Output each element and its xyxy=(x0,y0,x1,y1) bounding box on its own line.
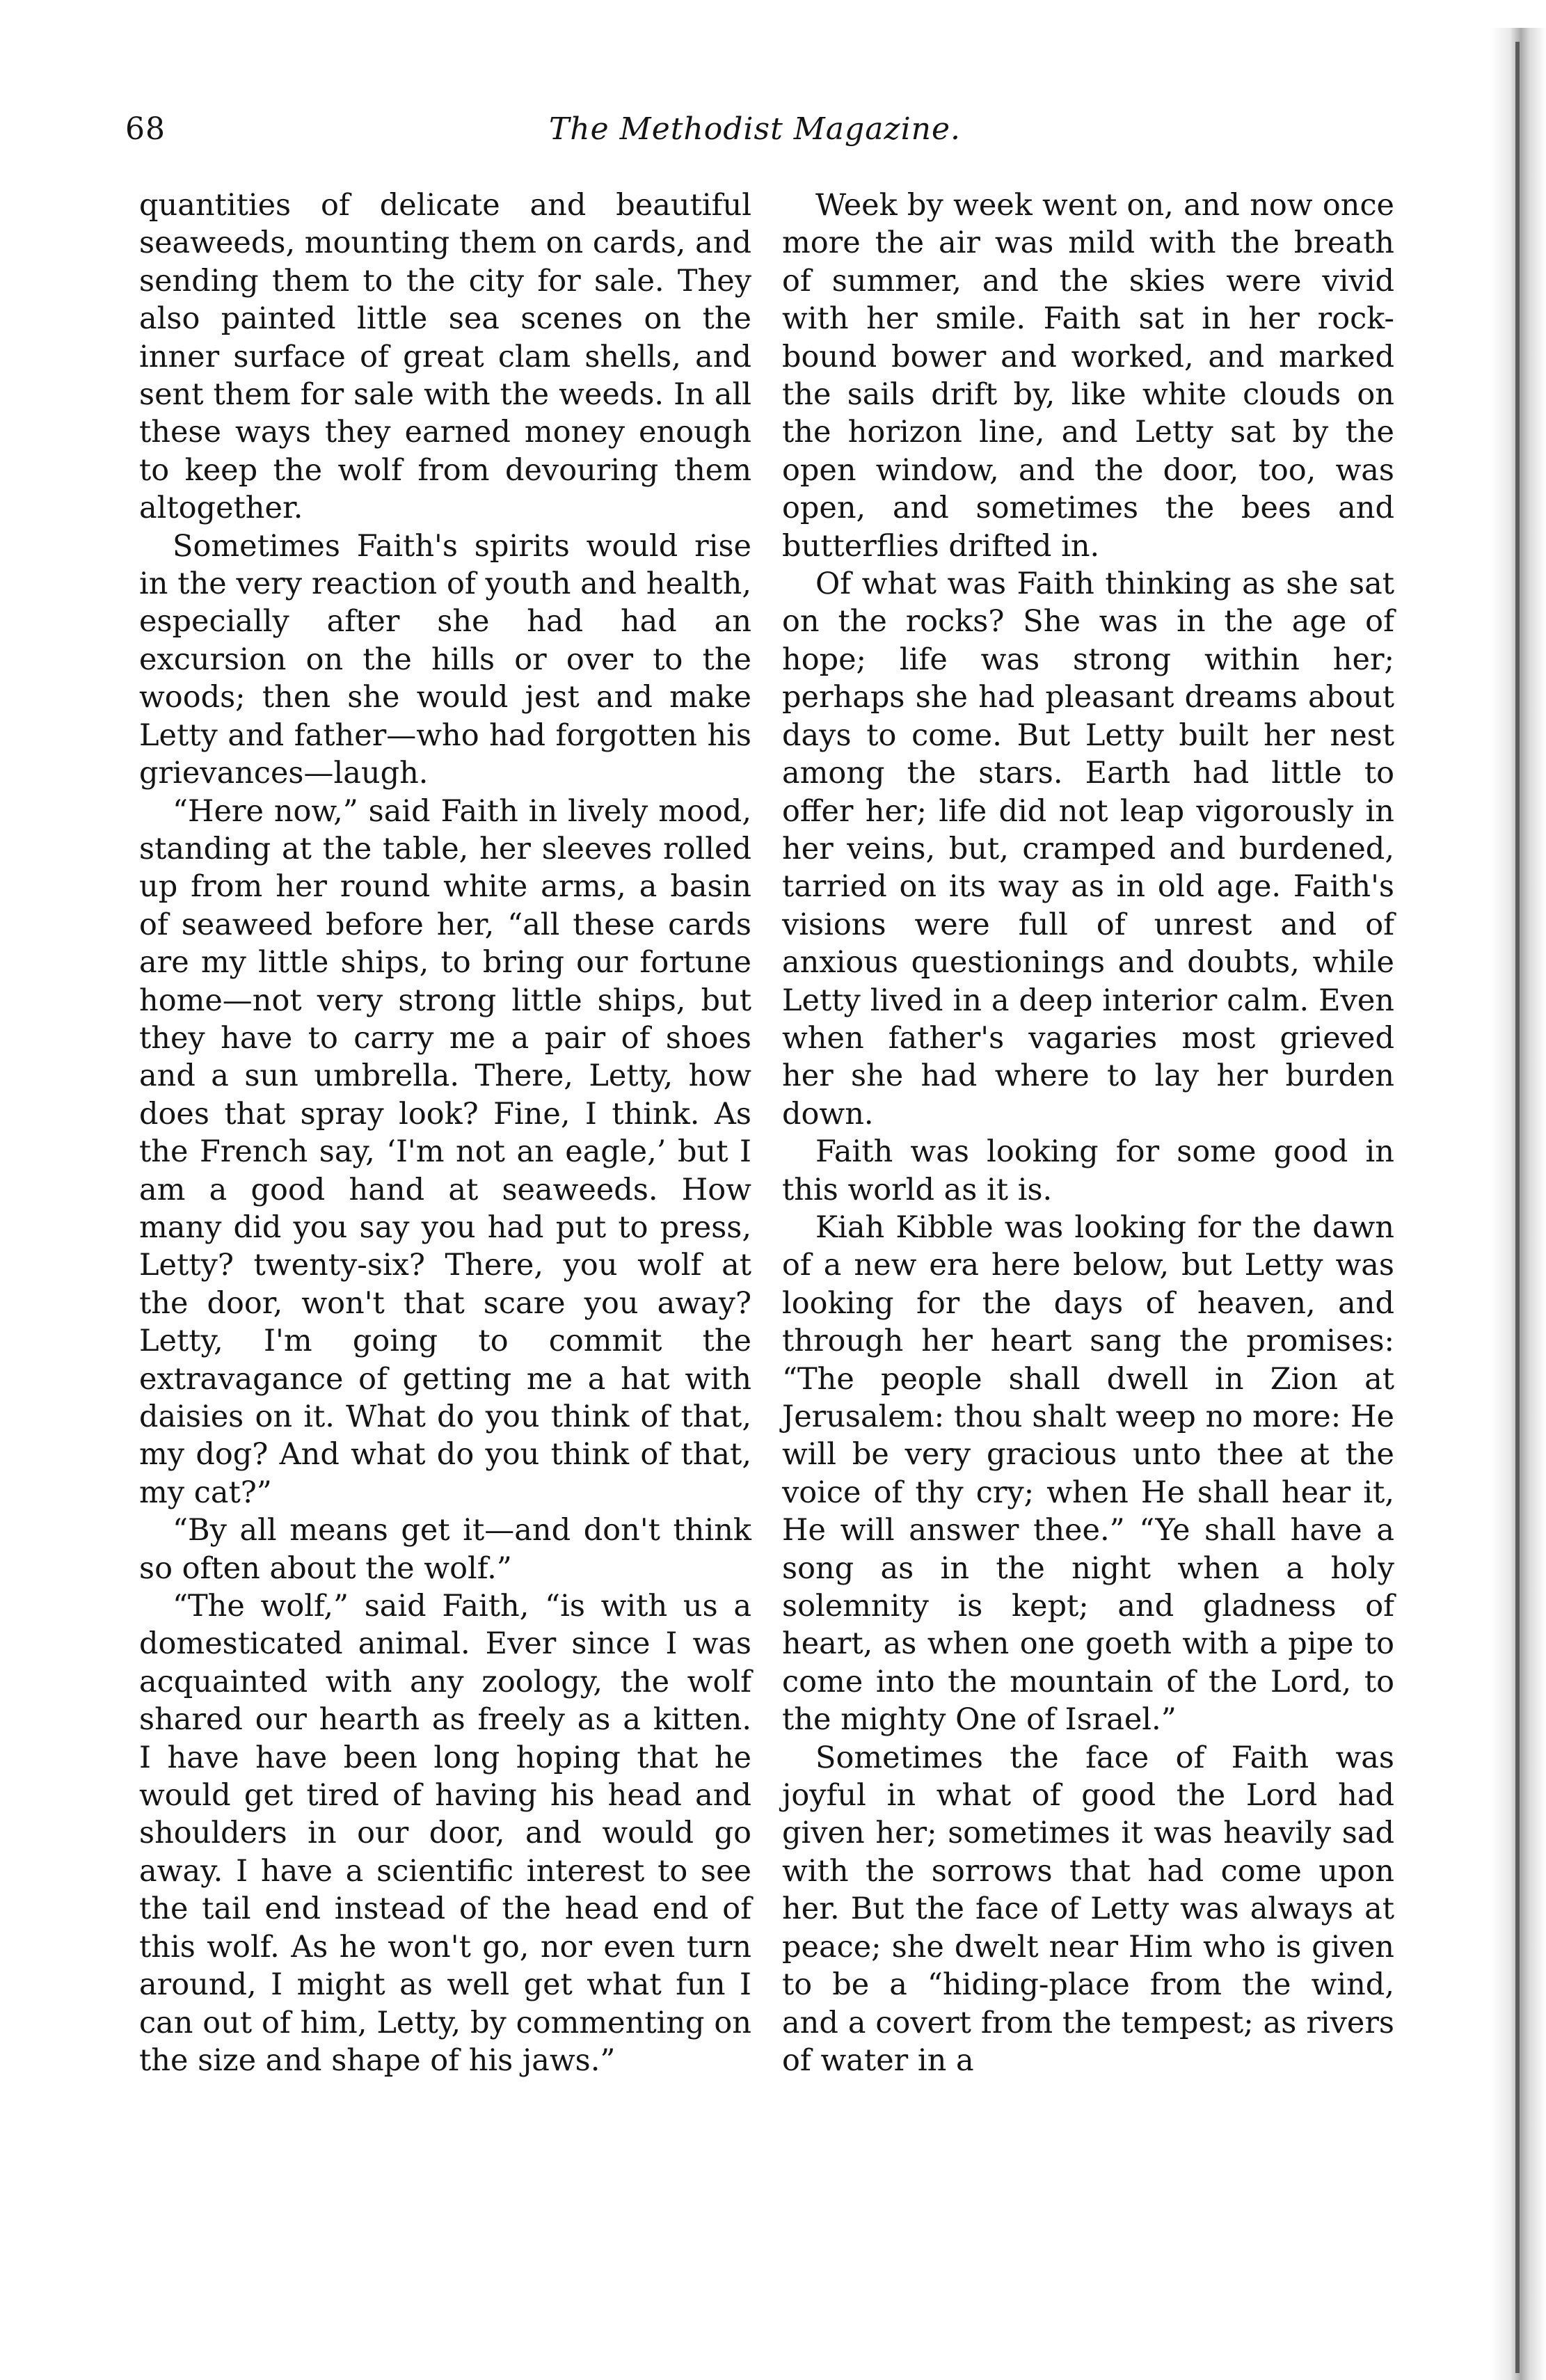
paragraph: Kiah Kibble was looking for the dawn of a new era here below, but Letty was looking for the days of heaven, and through her heart sang the promises: “The people shall dwell in Zion at Jerusalem: thou shalt weep no more: He will be very gracious unto thee at the voice of thy cry; when He shall hear it, He will answer thee.” “Ye shall have a song as in the night when a holy solemnity is kept; and gladness of heart, as when one goeth with a pipe to come into the mountain of the Lord, to the mighty One of Israel.” xyxy=(782,1209,1394,1738)
page-number: 68 xyxy=(125,111,166,147)
paragraph: “Here now,” said Faith in lively mood, standing at the table, her sleeves rolled up from her round white arms, a basin of seaweed before her, “all these cards are my little ships, to bring our fortune home—not very strong little ships, but they have to carry me a pair of shoes and a sun umbrella. There, Letty, how does that spray look? Fine, I think. As the French say, ‘I'm not an eagle,’ but I am a good hand at seaweeds. How many did you say you had put to press, Letty? twenty-six? There, you wolf at the door, won't that scare you away? Letty, I'm going to commit the extravagance of getting me a hat with daisies on it. What do you think of that, my dog? And what do you think of that, my cat?” xyxy=(139,793,751,1510)
paragraph: Week by week went on, and now once more the air was mild with the breath of summer, and the skies were vivid with her smile. Faith sat in her rock-bound bower and worked, and marked the sails drift by, like white clouds on the horizon line, and Letty sat by the open window, and the door, too, was open, and sometimes the bees and butterflies drifted in. xyxy=(782,188,1394,564)
left-column xyxy=(139,187,751,2079)
paragraph: Of what was Faith thinking as she sat on the rocks? She was in the age of hope; life was strong within her; perhaps she had pleasant dreams about days to come. But Letty built her nest among the stars. Earth had little to offer her; life did not leap vigorously in her veins, but, cramped and burdened, tarried on its way as in old age. Faith's visions were full of unrest and of anxious questionings and doubts, while Letty lived in a deep interior calm. Even when father's vagaries most grieved her she had where to lay her burden down. xyxy=(782,566,1394,1132)
paragraph: Sometimes Faith's spirits would rise in the very reaction of youth and health, especially after she had had an excursion on the hills or over to the woods; then she would jest and make Letty and father—who had forgotten his grievances—laugh. xyxy=(139,528,751,791)
paragraph: Sometimes the face of Faith was joyful in what of good the Lord had given her; sometimes it was heavily sad with the sorrows that had come upon her. But the face of Letty was always at peace; she dwelt near Him who is given to be a “hiding-place from the wind, and a covert from the tempest; as rivers of water in a xyxy=(782,1740,1394,2078)
paragraph: “By all means get it—and don't think so often about the wolf.” xyxy=(139,1513,751,1586)
page-binding-edge xyxy=(1515,42,1520,2373)
paragraph: quantities of delicate and beautiful seaweeds, mounting them on cards, and sending them to the city for sale. They also painted little sea scenes on the inner surface of great clam shells, and sent them for sale with the weeds. In all these ways they earned money enough to keep the wolf from devouring them altogether. xyxy=(139,188,751,526)
right-column xyxy=(782,187,1394,2079)
running-title: The Methodist Magazine. xyxy=(548,111,962,147)
paragraph: “The wolf,” said Faith, “is with us a domesticated animal. Ever since I was acquainted with any zoology, the wolf shared our hearth as freely as a kitten. I have have been long hoping that he would get tired of having his head and shoulders in our door, and would go away. I have a scientific interest to see the tail end instead of the head end of this wolf. As he won't go, nor even turn around, I might as well get what fun I can out of him, Letty, by commenting on the size and shape of his jaws.” xyxy=(139,1589,751,2078)
paragraph: Faith was looking for some good in this world as it is. xyxy=(782,1134,1394,1207)
page-header xyxy=(125,111,1385,160)
